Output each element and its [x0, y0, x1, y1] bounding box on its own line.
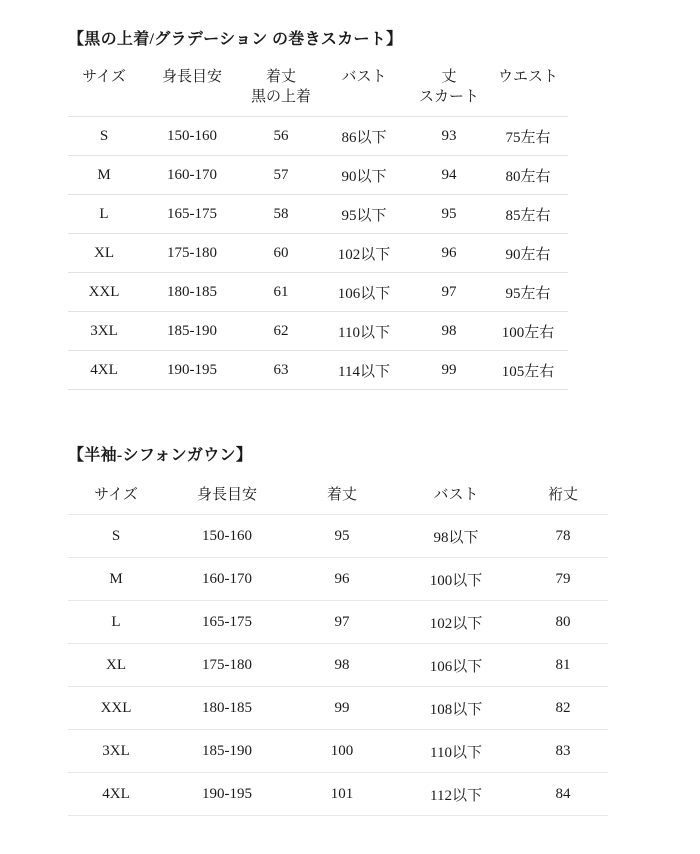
- column-header-height: 身長目安: [196, 486, 257, 503]
- cell-size: M: [68, 155, 140, 194]
- cell-waist: 105左右: [488, 350, 568, 389]
- size-table-chiffon-gown: [68, 483, 608, 816]
- cell-bust: 100以下: [394, 557, 518, 600]
- cell-size: XL: [68, 233, 140, 272]
- size-table-jacket-skirt: [68, 67, 568, 390]
- column-header-waist: ウエスト: [497, 69, 558, 85]
- cell-bust: 95以下: [318, 194, 410, 233]
- cell-length-top: 56: [244, 116, 318, 155]
- table-row: [68, 772, 608, 815]
- column-header-length: 着丈: [326, 486, 357, 503]
- cell-size: 3XL: [68, 311, 140, 350]
- cell-length-skirt: 96: [410, 233, 488, 272]
- column-header-bust: バスト: [433, 486, 479, 503]
- column-header-length-top: 着丈 黒の上着: [250, 69, 311, 106]
- column-header-size: サイズ: [94, 486, 138, 503]
- cell-size: S: [68, 514, 164, 557]
- section-jacket-skirt: [0, 26, 700, 390]
- cell-size: 3XL: [68, 729, 164, 772]
- cell-bust: 98以下: [394, 514, 518, 557]
- cell-height: 185-190: [164, 729, 290, 772]
- cell-length-skirt: 97: [410, 272, 488, 311]
- cell-waist: 85左右: [488, 194, 568, 233]
- cell-bust: 108以下: [394, 686, 518, 729]
- cell-height: 160-170: [164, 557, 290, 600]
- table-row: [68, 155, 568, 194]
- cell-height: 185-190: [140, 311, 244, 350]
- column-header-bust: バスト: [341, 69, 387, 85]
- cell-bust: 110以下: [318, 311, 410, 350]
- cell-size: XXL: [68, 686, 164, 729]
- table-row: [68, 729, 608, 772]
- cell-sleeve-length: 79: [518, 557, 608, 600]
- cell-length-top: 57: [244, 155, 318, 194]
- cell-size: XXL: [68, 272, 140, 311]
- cell-sleeve-length: 78: [518, 514, 608, 557]
- table-row: [68, 600, 608, 643]
- cell-height: 190-195: [164, 772, 290, 815]
- cell-length: 97: [290, 600, 394, 643]
- table-row: [68, 233, 568, 272]
- cell-height: 175-180: [140, 233, 244, 272]
- cell-height: 190-195: [140, 350, 244, 389]
- cell-bust: 110以下: [394, 729, 518, 772]
- cell-length-skirt: 94: [410, 155, 488, 194]
- cell-sleeve-length: 83: [518, 729, 608, 772]
- cell-length-skirt: 99: [410, 350, 488, 389]
- cell-height: 180-185: [140, 272, 244, 311]
- cell-bust: 102以下: [318, 233, 410, 272]
- cell-length-skirt: 93: [410, 116, 488, 155]
- section-title-chiffon-gown: 【半袖-シフォンガウン】: [68, 446, 253, 464]
- table-row: [68, 272, 568, 311]
- table-row: [68, 350, 568, 389]
- cell-size: 4XL: [68, 350, 140, 389]
- column-header-sleeve-length: 裄丈: [547, 486, 578, 503]
- cell-length-skirt: 95: [410, 194, 488, 233]
- cell-length-top: 61: [244, 272, 318, 311]
- cell-length: 100: [290, 729, 394, 772]
- cell-size: XL: [68, 643, 164, 686]
- cell-waist: 80左右: [488, 155, 568, 194]
- cell-length-top: 58: [244, 194, 318, 233]
- cell-bust: 106以下: [394, 643, 518, 686]
- section-title-jacket-skirt: 【黒の上着/グラデーション の巻きスカート】: [68, 31, 403, 48]
- column-header-size: サイズ: [82, 69, 126, 85]
- cell-waist: 100左右: [488, 311, 568, 350]
- cell-sleeve-length: 84: [518, 772, 608, 815]
- cell-height: 150-160: [164, 514, 290, 557]
- cell-bust: 86以下: [318, 116, 410, 155]
- column-header-height: 身長目安: [161, 69, 222, 85]
- cell-height: 175-180: [164, 643, 290, 686]
- section-chiffon-gown: [0, 442, 700, 816]
- table-header-row: [68, 483, 608, 515]
- cell-sleeve-length: 81: [518, 643, 608, 686]
- cell-length-skirt: 98: [410, 311, 488, 350]
- cell-height: 165-175: [164, 600, 290, 643]
- cell-length-top: 63: [244, 350, 318, 389]
- cell-length: 98: [290, 643, 394, 686]
- cell-length: 101: [290, 772, 394, 815]
- cell-size: 4XL: [68, 772, 164, 815]
- cell-size: L: [68, 194, 140, 233]
- cell-length: 96: [290, 557, 394, 600]
- table-row: [68, 686, 608, 729]
- table-row: [68, 194, 568, 233]
- cell-bust: 102以下: [394, 600, 518, 643]
- table-row: [68, 557, 608, 600]
- cell-bust: 90以下: [318, 155, 410, 194]
- cell-bust: 112以下: [394, 772, 518, 815]
- cell-length-top: 60: [244, 233, 318, 272]
- section-gap: [0, 390, 700, 442]
- cell-waist: 95左右: [488, 272, 568, 311]
- table-row: [68, 643, 608, 686]
- cell-waist: 90左右: [488, 233, 568, 272]
- table-row: [68, 311, 568, 350]
- cell-length: 95: [290, 514, 394, 557]
- cell-height: 150-160: [140, 116, 244, 155]
- cell-size: L: [68, 600, 164, 643]
- cell-sleeve-length: 82: [518, 686, 608, 729]
- cell-size: S: [68, 116, 140, 155]
- table-header-row: [68, 67, 568, 116]
- cell-bust: 114以下: [318, 350, 410, 389]
- cell-length-top: 62: [244, 311, 318, 350]
- cell-size: M: [68, 557, 164, 600]
- cell-height: 160-170: [140, 155, 244, 194]
- cell-length: 99: [290, 686, 394, 729]
- column-header-length-skirt: 丈 スカート: [418, 69, 479, 106]
- cell-height: 180-185: [164, 686, 290, 729]
- cell-sleeve-length: 80: [518, 600, 608, 643]
- cell-waist: 75左右: [488, 116, 568, 155]
- cell-height: 165-175: [140, 194, 244, 233]
- table-row: [68, 116, 568, 155]
- cell-bust: 106以下: [318, 272, 410, 311]
- table-row: [68, 514, 608, 557]
